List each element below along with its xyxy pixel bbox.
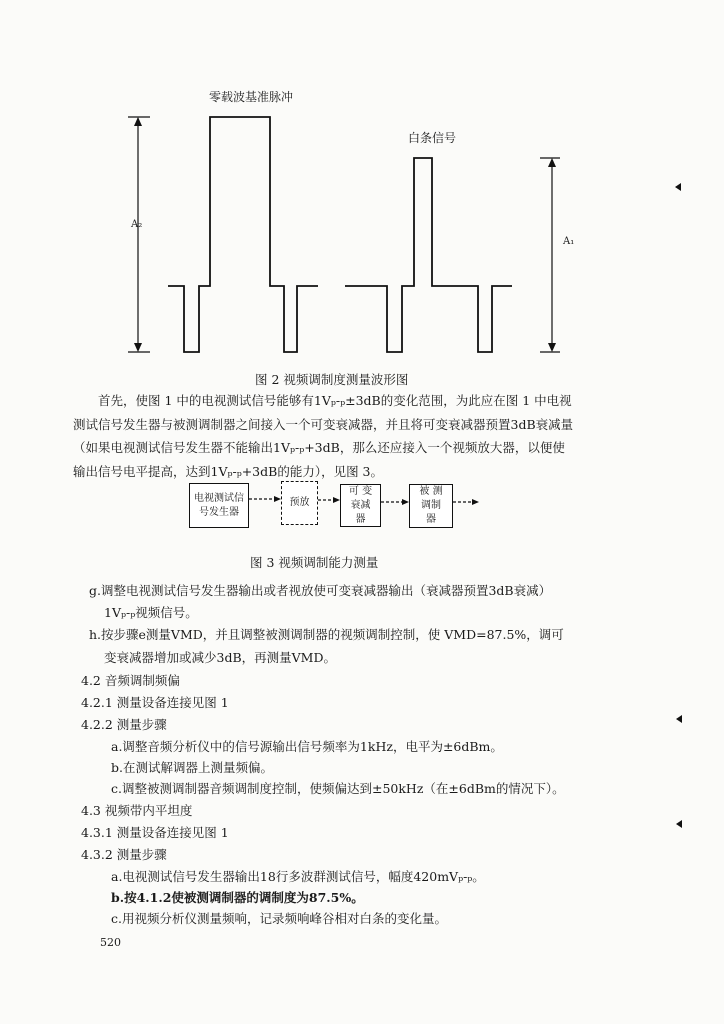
section-4-3-2: 4.3.2 测量步骤 (81, 847, 167, 862)
white-bar-label: 白条信号 (408, 131, 457, 145)
section-4-2-2: 4.2.2 测量步骤 (81, 717, 167, 732)
section-4-3-step-a: a.电视测试信号发生器输出18行多波群测试信号，幅度420mVₚ-ₚ。 (111, 869, 485, 884)
amplitude-left-label: A₂ (131, 219, 143, 230)
box-preamp: 预放 (281, 481, 318, 525)
step-h-line2: 变衰减器增加或减少3dB，再测量VMD。 (104, 650, 336, 665)
figure3-caption: 图 3 视频调制能力测量 (250, 555, 379, 570)
margin-mark-icon (676, 715, 682, 723)
intro-line: 测试信号发生器与被测调制器之间接入一个可变衰减器，并且将可变衰减器预置3dB衰减量 (73, 416, 574, 432)
section-4-2-step-b: b.在测试解调器上测量频偏。 (111, 760, 273, 775)
figure2-caption: 图 2 视频调制度测量波形图 (255, 372, 409, 387)
intro-line: 输出信号电平提高，达到1Vₚ-ₚ+3dB的能力），见图 3。 (73, 463, 383, 479)
margin-mark-icon (676, 820, 682, 828)
intro-line: （如果电视测试信号发生器不能输出1Vₚ-ₚ+3dB，那么还应接入一个视频放大器，以便使 (73, 440, 565, 455)
amplitude-right-label: A₁ (563, 236, 575, 247)
box-variable-attenuator: 可 变 衰减器 (340, 484, 381, 527)
margin-mark-icon (675, 183, 681, 191)
section-4-2-step-c: c.调整被测调制器音频调制度控制，使频偏达到±50kHz（在±6dBm的情况下）。 (111, 781, 565, 796)
box-modulator-under-test: 被 测 调制器 (409, 484, 453, 528)
section-4-2-step-a: a.调整音频分析仪中的信号源输出信号频率为1kHz，电平为±6dBm。 (111, 739, 503, 754)
section-4-3-1: 4.3.1 测量设备连接见图 1 (81, 825, 229, 840)
section-4-3-heading: 4.3 视频带内平坦度 (81, 803, 193, 818)
intro-line: 首先，使图 1 中的电视测试信号能够有1Vₚ-ₚ±3dB的变化范围，为此应在图 1 中电视 (98, 393, 572, 408)
section-4-2-1: 4.2.1 测量设备连接见图 1 (81, 695, 229, 710)
pulse-label: 零载波基准脉冲 (209, 90, 294, 104)
step-g-line1: g.调整电视测试信号发生器输出或者视放使可变衰减器输出（衰减器预置3dB衰减） (89, 583, 552, 598)
section-4-3-step-b: b.按4.1.2使被测调制器的调制度为87.5%。 (111, 890, 364, 905)
box-tv-test-signal-generator: 电视测试信号发生器 (189, 483, 249, 528)
page-number: 520 (100, 936, 121, 949)
step-h-line1: h.按步骤e测量VMD，并且调整被测调制器的视频调制控制，使 VMD=87.5%，调可 (89, 627, 564, 642)
step-g-line2: 1Vₚ-ₚ视频信号。 (104, 605, 198, 620)
section-4-2-heading: 4.2 音频调制频偏 (81, 673, 180, 688)
section-4-3-step-c: c.用视频分析仪测量频响，记录频响峰谷相对白条的变化量。 (111, 911, 447, 926)
